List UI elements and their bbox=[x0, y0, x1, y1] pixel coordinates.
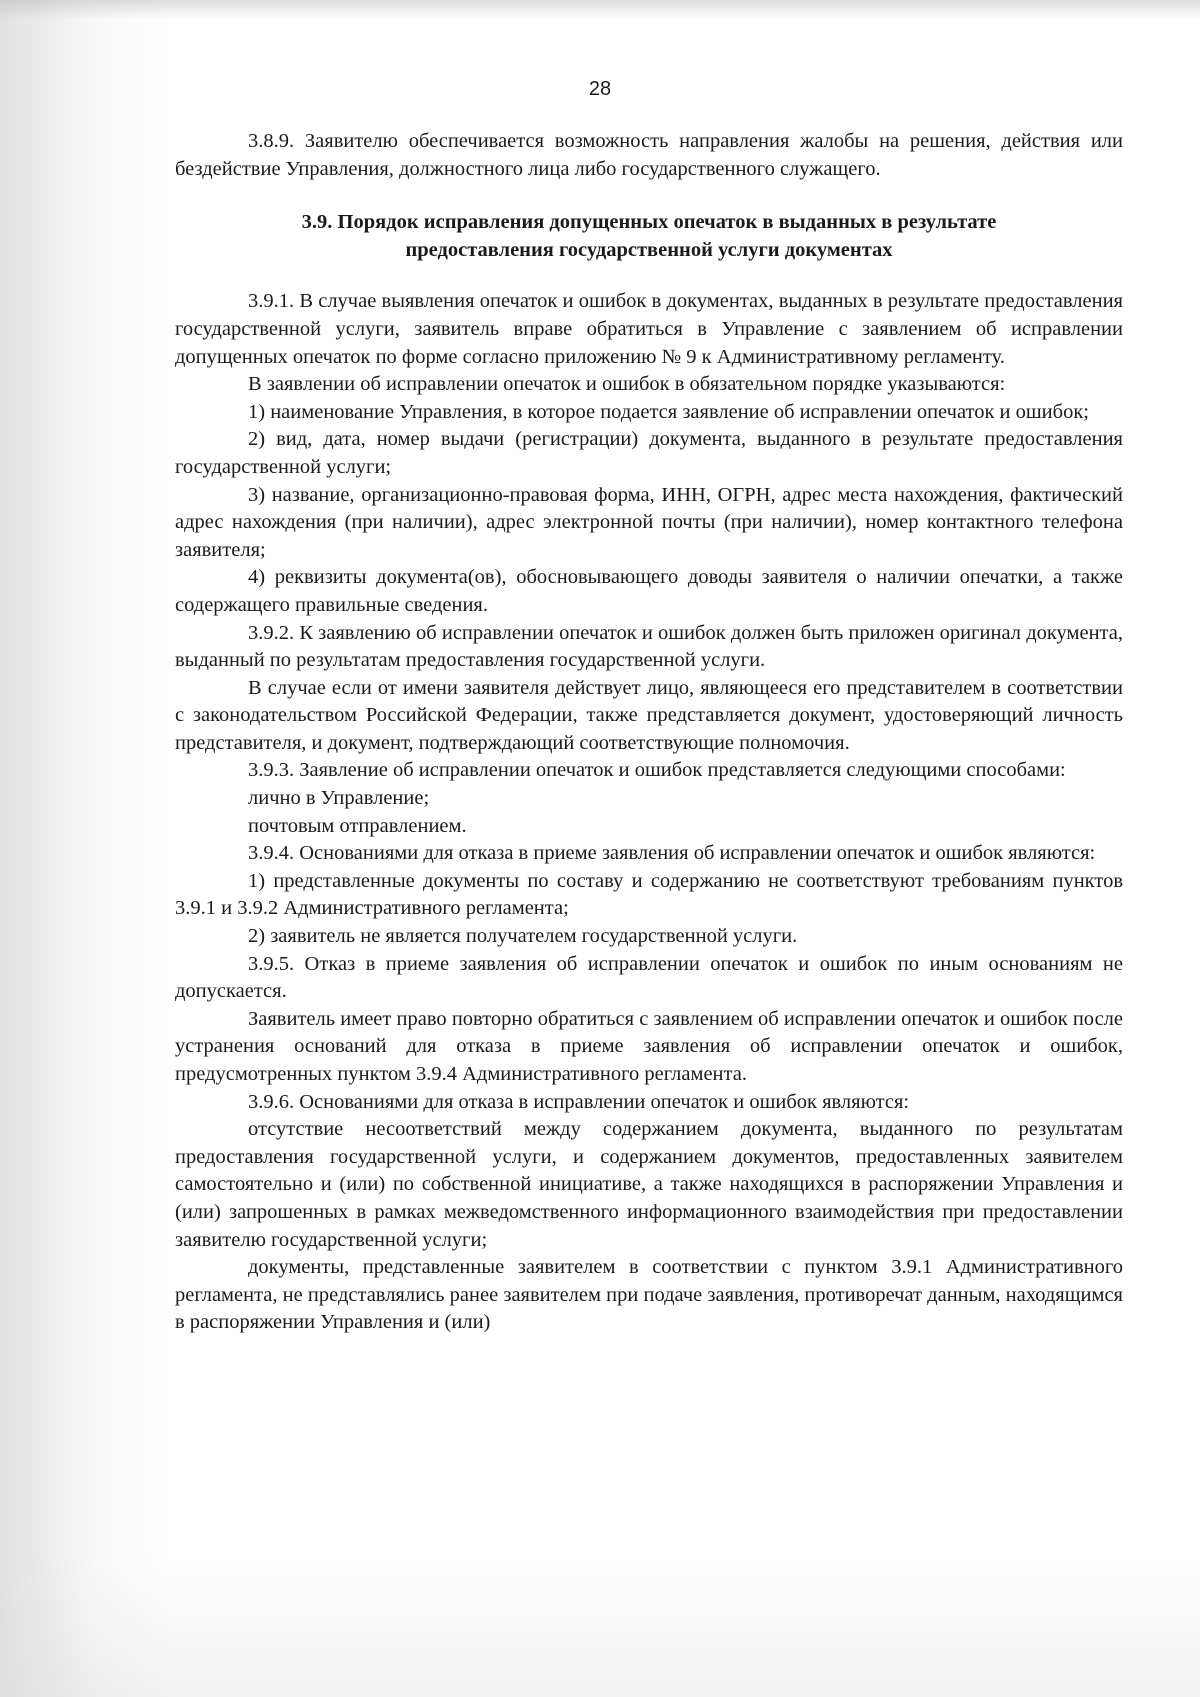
paragraph-3-8-9: 3.8.9. Заявителю обеспечивается возможность направления жалобы на решения, действия или бездействие Управления, должностного лица либо государственного служащего. bbox=[175, 130, 1123, 180]
paragraph-application-contents: В заявлении об исправлении опечаток и ошибок в обязательном порядке указываются: bbox=[248, 373, 1006, 396]
submission-method-1: лично в Управление; bbox=[248, 787, 430, 810]
submission-method-2: почтовым отправлением. bbox=[248, 814, 467, 837]
paragraph-reapply: Заявитель имеет право повторно обратиться с заявлением об исправлении опечаток и ошибок после устранения оснований для отказа в приеме заявления об исправлении опечаток и ошибок, предусмотренных пунктом 3.9.4 Административного регламента. bbox=[175, 1007, 1123, 1085]
paragraph-3-9-2: 3.9.2. К заявлению об исправлении опечаток и ошибок должен быть приложен оригинал документа, выданный по результатам предоставления государственной услуги. bbox=[175, 621, 1123, 672]
refusal-ground-2: 2) заявитель не является получателем государственной услуги. bbox=[248, 925, 798, 948]
scan-shadow-top bbox=[0, 0, 1200, 20]
paragraph-3-9-1: 3.9.1. В случае выявления опечаток и ошибок в документах, выданных в результате предоставления государственной услуги, заявитель вправе обратиться в Управление с заявлением об исправлении допущенных опечаток по форме согласно приложению № 9 к Административному регламенту. bbox=[175, 290, 1123, 368]
paragraph-3-9-3: 3.9.3. Заявление об исправлении опечаток и ошибок представляется следующими способами: bbox=[248, 759, 1066, 782]
section-heading-line-2: предоставления государственной услуги документах bbox=[405, 238, 893, 261]
list-item-4: 4) реквизиты документа(ов), обосновывающего доводы заявителя о наличии опечатки, а также содержащего правильные сведения. bbox=[175, 566, 1123, 616]
correction-refusal-ground-1: отсутствие несоответствий между содержанием документа, выданного по результатам предоставления государственной услуги, и содержанием документов, предоставленных заявителем самостоятельно и (или) по собственной инициативе, а также находящихся в распоряжении Управления и (или) запрошенных в рамках межведомственного информационного взаимодействия при предоставлении заявителю государственной услуги; bbox=[175, 1118, 1123, 1251]
refusal-ground-1: 1) представленные документы по составу и содержанию не соответствуют требованиям пунктов 3.9.1 и 3.9.2 Административного регламента; bbox=[175, 869, 1123, 920]
scan-shadow-bottom bbox=[0, 1557, 1200, 1697]
document-body bbox=[175, 128, 1123, 1337]
list-item-1: 1) наименование Управления, в которое подается заявление об исправлении опечаток и ошибок; bbox=[248, 400, 1089, 423]
section-heading-line-1: 3.9. Порядок исправления допущенных опечаток в выданных в результате bbox=[301, 211, 997, 234]
list-item-3: 3) название, организационно-правовая форма, ИНН, ОГРН, адрес места нахождения, фактический адрес нахождения (при наличии), адрес электронной почты (при наличии), номер контактного телефона заявителя; bbox=[175, 483, 1123, 561]
scan-shadow-left bbox=[0, 0, 170, 1697]
paragraph-3-9-5: 3.9.5. Отказ в приеме заявления об исправлении опечаток и ошибок по иным основаниям не допускается. bbox=[175, 952, 1123, 1003]
correction-refusal-ground-2: документы, представленные заявителем в соответствии с пунктом 3.9.1 Административного регламента, не представлялись ранее заявителем при подаче заявления, противоречат данным, находящимся в распоряжении Управления и (или) bbox=[175, 1256, 1123, 1334]
list-item-2: 2) вид, дата, номер выдачи (регистрации) документа, выданного в результате предоставления государственной услуги; bbox=[175, 428, 1123, 478]
paragraph-3-9-6: 3.9.6. Основаниями для отказа в исправлении опечаток и ошибок являются: bbox=[248, 1090, 910, 1113]
paragraph-3-9-4: 3.9.4. Основаниями для отказа в приеме заявления об исправлении опечаток и ошибок являются: bbox=[248, 842, 1096, 865]
paragraph-representative: В случае если от имени заявителя действует лицо, являющееся его представителем в соответствии с законодательством Российской Федерации, также представляется документ, удостоверяющий личность представителя, и документ, подтверждающий соответствующие полномочия. bbox=[175, 676, 1123, 754]
page-number: 28 bbox=[588, 78, 612, 100]
